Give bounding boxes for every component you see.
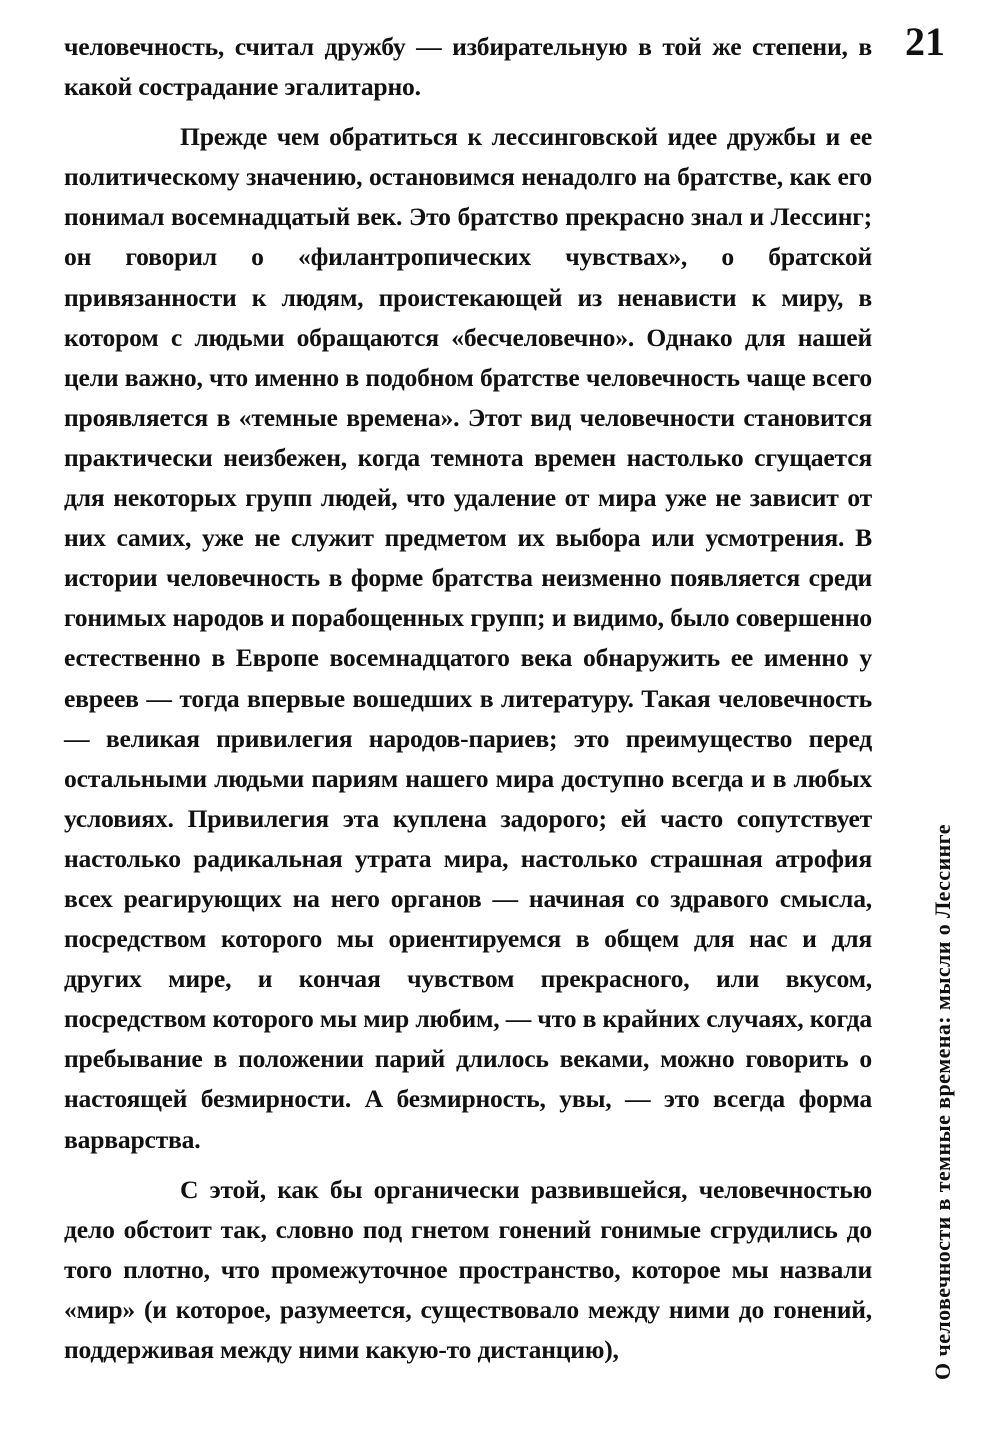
body-text bbox=[64, 27, 872, 1370]
running-head: О человечности в темные времена: мысли о Лессинге bbox=[930, 824, 955, 1380]
paragraph-continued: человечность, считал дружбу — избирательную в той же степени, в какой сострадание эгалитарно. bbox=[64, 32, 872, 102]
page-number: 21 bbox=[905, 19, 945, 64]
paragraph-organic-humanity: С этой, как бы органически развившейся, человечностью дело обстоит так, словно под гнетом гонений гонимые сгрудились до того плотно, что промежуточное пространство, которое мы назвали «мир» (и которое, разумеется, существовало между ними до гонений, поддерживая между ними какую-то дистанцию), bbox=[64, 1174, 872, 1364]
running-head-container bbox=[915, 740, 955, 1380]
paragraph-fraternity: Прежде чем обратиться к лессинговской идее дружбы и ее политическому значению, остановимся ненадолго на братстве, как его понимал восемнадцатый век. Это братство прекрасно знал и Лессинг; он говорил о «филантропических чувствах», о братской привязанности к людям, проистекающей из ненависти к миру, в котором с людьми обращаются «бесчеловечно». Однако для нашей цели важно, что именно в подобном братстве человечность чаще всего проявляется в «темные времена». Этот вид человечности становится практически неизбежен, когда темнота времен настолько сгущается для некоторых групп людей, что удаление от мира уже не зависит от них самих, уже не служит предметом их выбора или усмотрения. В истории человечность в форме братства неизменно появляется среди гонимых народов и порабощенных групп; и видимо, было совершенно естественно в Европе восемнадцатого века обнаружить ее именно у евреев — тогда впервые вошедших в литературу. Такая человечность — великая привилегия народов-париев; это преимущество перед остальными людьми париям нашего мира доступно всегда и в любых условиях. Привилегия эта куплена задорого; ей часто сопутствует настолько радикальная утрата мира, настолько страшная атрофия всех реагирующих на него органов — начиная со здравого смысла, посредством которого мы ориентируемся в общем для нас и для других мире, и кончая чувством прекрасного, или вкусом, посредством которого мы мир любим, — что в крайних случаях, когда пребывание в положении парий длилось веками, можно говорить о настоящей безмирности. А безмирность, увы, — это всегда форма варварства. bbox=[64, 122, 872, 1154]
